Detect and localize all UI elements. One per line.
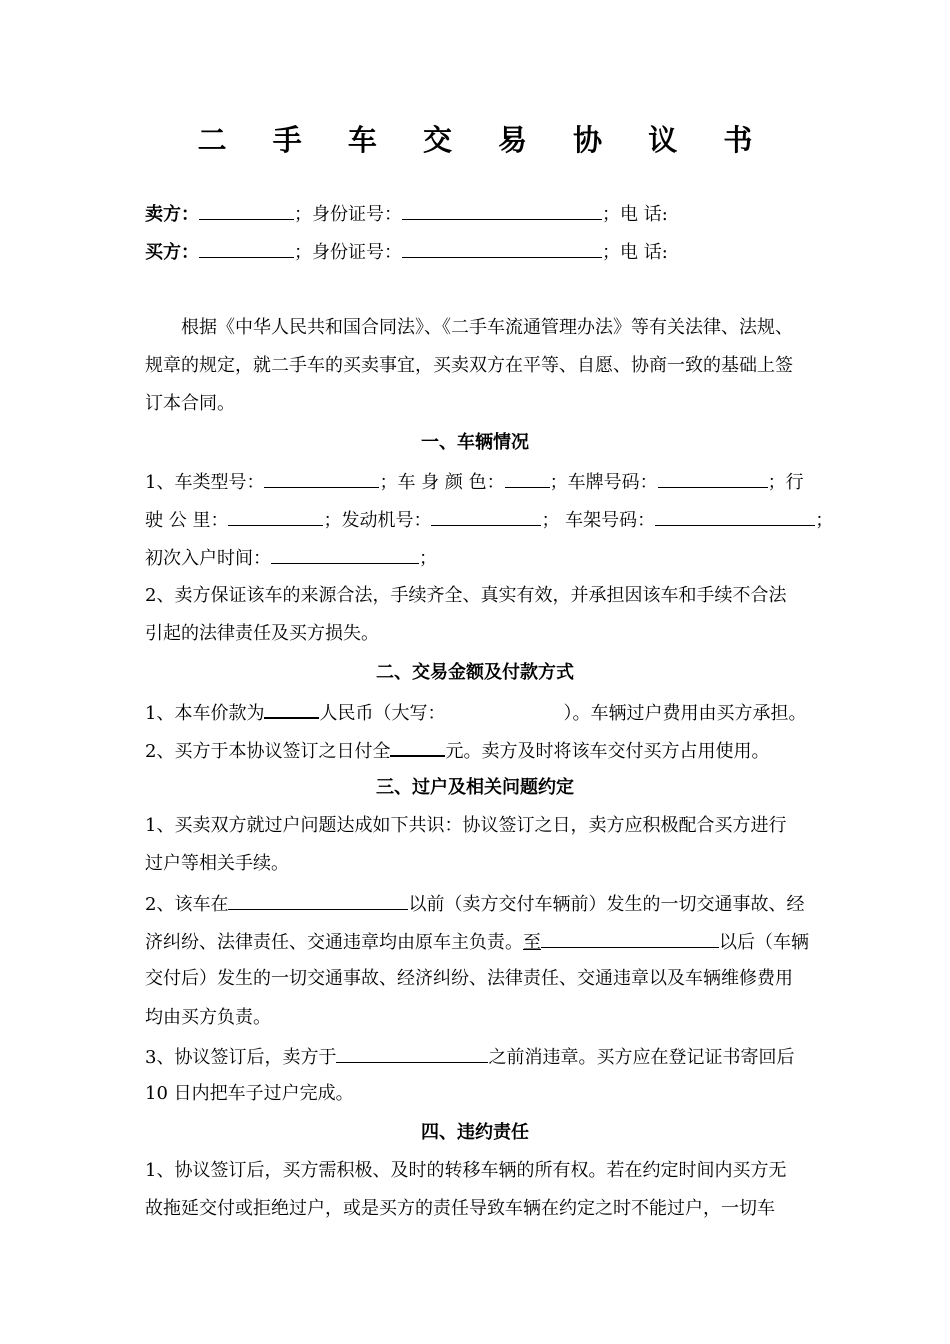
payment-label: 2、买方于本协议签订之日付全 bbox=[145, 741, 391, 762]
vin-blank[interactable] bbox=[655, 507, 815, 526]
price-line-2 bbox=[145, 737, 815, 764]
payment-blank[interactable] bbox=[390, 737, 445, 757]
section1-heading: 一、车辆情况 bbox=[421, 432, 529, 453]
color-label: ；车 身 颜 色： bbox=[379, 472, 505, 493]
vin-label: ； 车架号码： bbox=[541, 510, 656, 531]
transfer-item1-line-1: 1、买卖双方就过户问题达成如下共识：协议签订之日，卖方应积极配合买方进行 bbox=[145, 815, 787, 836]
after-date-blank[interactable] bbox=[541, 929, 719, 948]
registration-date-label: 初次入户时间： bbox=[145, 548, 271, 569]
violation-label: 3、协议签订后，卖方于 bbox=[145, 1047, 337, 1068]
seller-id-blank[interactable] bbox=[402, 201, 602, 220]
mileage-prefix: ；行 bbox=[767, 472, 804, 493]
before-date-blank[interactable] bbox=[228, 891, 408, 910]
mileage-label: 驶 公 里： bbox=[145, 510, 229, 531]
transfer-item2-line-2 bbox=[145, 929, 815, 955]
price-words-label: 人民币（大写： bbox=[319, 703, 446, 724]
section2-heading: 二、交易金额及付款方式 bbox=[376, 662, 574, 683]
payment-suffix: 元。卖方及时将该车交付买方占用使用。 bbox=[445, 741, 770, 762]
transfer-item2-line-1 bbox=[145, 891, 815, 917]
violation-date-blank[interactable] bbox=[336, 1044, 488, 1063]
model-label: 1、车类型号： bbox=[145, 472, 265, 493]
transfer-item2-line-4: 均由买方负责。 bbox=[145, 1007, 271, 1028]
seller-responsibility: 济纠纷、法律责任、交通违章均由原车主负责。 bbox=[145, 932, 523, 953]
buyer-label: 买方： bbox=[145, 242, 199, 263]
before-date-label: 2、该车在 bbox=[145, 894, 229, 915]
model-blank[interactable] bbox=[264, 469, 379, 488]
vehicle-item2-line-1: 2、卖方保证该车的来源合法，手续齐全、真实有效，并承担因该车和手续不合法 bbox=[145, 585, 787, 606]
transfer-item1-line-2: 过户等相关手续。 bbox=[145, 853, 289, 874]
vehicle-line-3 bbox=[145, 545, 815, 571]
buyer-id-blank[interactable] bbox=[402, 239, 602, 258]
transfer-item3-line-2: 10 日内把车子过户完成。 bbox=[145, 1083, 354, 1104]
buyer-name-blank[interactable] bbox=[199, 239, 294, 258]
after-date-label: 至 bbox=[523, 932, 541, 953]
transfer-item3-line-1 bbox=[145, 1044, 815, 1070]
vin-suffix: ； bbox=[815, 510, 834, 531]
intro-line-2: 规章的规定，就二手车的买卖事宜，买卖双方在平等、自愿、协商一致的基础上签 bbox=[145, 355, 793, 376]
document-title: 二 手 车 交 易 协 议 书 bbox=[197, 123, 771, 157]
intro-line-3: 订本合同。 bbox=[145, 393, 235, 414]
seller-id-label: ；身份证号： bbox=[294, 204, 402, 225]
section4-heading: 四、违约责任 bbox=[421, 1122, 529, 1143]
buyer-phone-label: ；电 话: bbox=[602, 242, 668, 263]
price-line-1 bbox=[145, 699, 815, 726]
intro-line-1: 根据《中华人民共和国合同法》、《二手车流通管理办法》等有关法律、法规、 bbox=[181, 317, 793, 338]
price-blank[interactable] bbox=[264, 699, 319, 719]
violation-suffix: 之前消违章。买方应在登记证书寄回后 bbox=[488, 1047, 795, 1068]
price-label: 1、本车价款为 bbox=[145, 703, 265, 724]
buyer-line bbox=[145, 239, 815, 265]
section3-heading: 三、过户及相关问题约定 bbox=[376, 777, 574, 798]
vehicle-line-1 bbox=[145, 469, 815, 495]
seller-name-blank[interactable] bbox=[199, 201, 294, 220]
after-date-suffix: 以后（车辆 bbox=[719, 932, 809, 953]
liability-item1-line-2: 故拖延交付或拒绝过户，或是买方的责任导致车辆在约定之时不能过户，一切车 bbox=[145, 1198, 775, 1219]
seller-phone-label: ；电 话: bbox=[602, 204, 668, 225]
price-transfer-fee: ）。车辆过户费用由买方承担。 bbox=[563, 703, 807, 724]
color-blank[interactable] bbox=[505, 469, 550, 488]
vehicle-line-2 bbox=[145, 507, 834, 533]
seller-line bbox=[145, 201, 815, 227]
plate-label: ；车牌号码： bbox=[549, 472, 658, 493]
registration-date-blank[interactable] bbox=[271, 545, 419, 564]
registration-date-suffix: ； bbox=[419, 548, 437, 569]
before-date-suffix: 以前（卖方交付车辆前）发生的一切交通事故、经 bbox=[408, 894, 805, 915]
plate-blank[interactable] bbox=[658, 469, 768, 488]
vehicle-item2-line-2: 引起的法律责任及买方损失。 bbox=[145, 623, 379, 644]
engine-label: ；发动机号： bbox=[323, 510, 432, 531]
liability-item1-line-1: 1、协议签订后，买方需积极、及时的转移车辆的所有权。若在约定时间内买方无 bbox=[145, 1160, 787, 1181]
seller-label: 卖方： bbox=[145, 204, 199, 225]
transfer-item2-line-3: 交付后）发生的一切交通事故、经济纠纷、法律责任、交通违章以及车辆维修费用 bbox=[145, 968, 793, 989]
buyer-id-label: ；身份证号： bbox=[294, 242, 402, 263]
engine-blank[interactable] bbox=[431, 507, 541, 526]
mileage-blank[interactable] bbox=[228, 507, 323, 526]
